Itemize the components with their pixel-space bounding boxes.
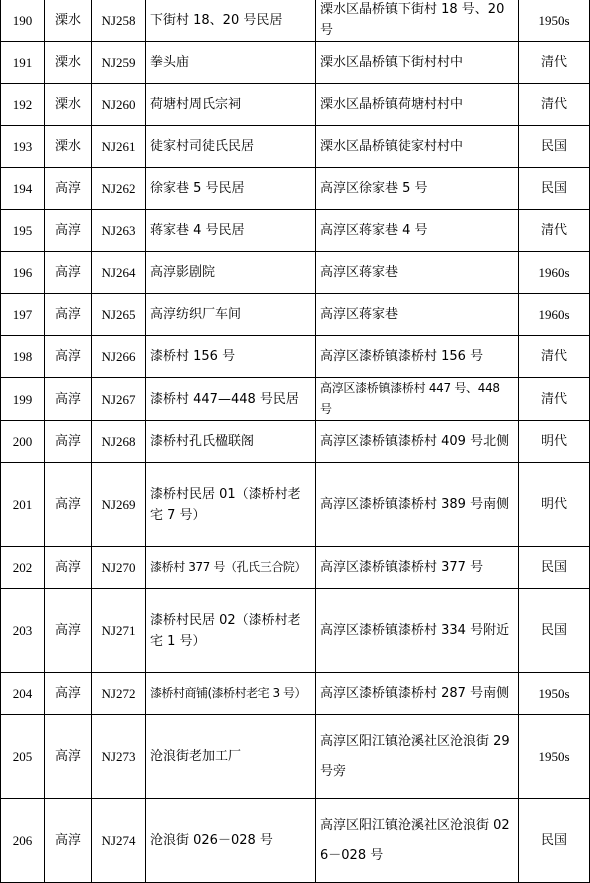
row-district: 高淳	[45, 589, 92, 673]
row-district: 高淳	[45, 336, 92, 378]
row-address: 溧水区晶桥镇徒家村村中	[316, 126, 519, 168]
row-era: 1950s	[519, 0, 590, 42]
row-district: 高淳	[45, 799, 92, 883]
row-code: NJ274	[92, 799, 146, 883]
row-name: 漆桥村 156 号	[146, 336, 316, 378]
row-name: 徒家村司徒氏民居	[146, 126, 316, 168]
row-address: 高淳区漆桥镇漆桥村 389 号南侧	[316, 463, 519, 547]
row-era: 清代	[519, 42, 590, 84]
row-name: 沧浪街 026－028 号	[146, 799, 316, 883]
row-name: 漆桥村民居 01（漆桥村老宅 7 号）	[146, 463, 316, 547]
row-index: 194	[1, 168, 45, 210]
row-name: 徐家巷 5 号民居	[146, 168, 316, 210]
row-era: 民国	[519, 126, 590, 168]
row-index: 198	[1, 336, 45, 378]
row-era: 清代	[519, 336, 590, 378]
row-index: 200	[1, 421, 45, 463]
row-name: 荷塘村周氏宗祠	[146, 84, 316, 126]
row-address: 高淳区漆桥镇漆桥村 409 号北侧	[316, 421, 519, 463]
row-era: 民国	[519, 799, 590, 883]
row-address: 高淳区漆桥镇漆桥村 377 号	[316, 547, 519, 589]
row-index: 205	[1, 715, 45, 799]
row-address: 溧水区晶桥镇下街村 18 号、20 号	[316, 0, 519, 42]
row-address: 高淳区蒋家巷	[316, 294, 519, 336]
row-code: NJ260	[92, 84, 146, 126]
table-row	[1, 126, 590, 168]
row-name: 漆桥村民居 02（漆桥村老宅 1 号）	[146, 589, 316, 673]
table-row	[1, 42, 590, 84]
row-address: 高淳区漆桥镇漆桥村 156 号	[316, 336, 519, 378]
row-index: 197	[1, 294, 45, 336]
table-row	[1, 168, 590, 210]
row-code: NJ267	[92, 378, 146, 421]
row-index: 190	[1, 0, 45, 42]
table-row	[1, 463, 590, 547]
row-code: NJ266	[92, 336, 146, 378]
row-address: 高淳区徐家巷 5 号	[316, 168, 519, 210]
row-code: NJ272	[92, 673, 146, 715]
row-name: 漆桥村孔氏楹联阁	[146, 421, 316, 463]
row-code: NJ273	[92, 715, 146, 799]
row-district: 高淳	[45, 210, 92, 252]
row-district: 溧水	[45, 84, 92, 126]
table-row	[1, 252, 590, 294]
row-index: 196	[1, 252, 45, 294]
row-address: 溧水区晶桥镇荷塘村村中	[316, 84, 519, 126]
row-index: 201	[1, 463, 45, 547]
row-code: NJ271	[92, 589, 146, 673]
row-era: 明代	[519, 463, 590, 547]
row-name: 漆桥村 377 号（孔氏三合院）	[146, 547, 316, 589]
row-era: 民国	[519, 547, 590, 589]
row-name: 漆桥村商铺(漆桥村老宅 3 号）	[146, 673, 316, 715]
row-code: NJ258	[92, 0, 146, 42]
row-era: 民国	[519, 168, 590, 210]
row-district: 溧水	[45, 126, 92, 168]
row-era: 民国	[519, 589, 590, 673]
row-address: 高淳区阳江镇沧溪社区沧浪街 026－028 号	[316, 799, 519, 883]
row-index: 195	[1, 210, 45, 252]
row-code: NJ265	[92, 294, 146, 336]
row-era: 清代	[519, 84, 590, 126]
row-district: 高淳	[45, 294, 92, 336]
table-body	[1, 0, 590, 883]
row-district: 高淳	[45, 252, 92, 294]
table-row	[1, 673, 590, 715]
table-row	[1, 294, 590, 336]
row-index: 202	[1, 547, 45, 589]
table-row	[1, 421, 590, 463]
row-address: 溧水区晶桥镇下街村村中	[316, 42, 519, 84]
row-district: 高淳	[45, 378, 92, 421]
row-code: NJ262	[92, 168, 146, 210]
row-name: 高淳影剧院	[146, 252, 316, 294]
table-row	[1, 84, 590, 126]
table-row	[1, 0, 590, 42]
table-row	[1, 336, 590, 378]
row-era: 明代	[519, 421, 590, 463]
row-address: 高淳区蒋家巷	[316, 252, 519, 294]
row-address: 高淳区阳江镇沧溪社区沧浪街 29 号旁	[316, 715, 519, 799]
row-index: 199	[1, 378, 45, 421]
row-name: 沧浪街老加工厂	[146, 715, 316, 799]
row-name: 高淳纺织厂车间	[146, 294, 316, 336]
row-code: NJ268	[92, 421, 146, 463]
row-code: NJ270	[92, 547, 146, 589]
row-district: 高淳	[45, 673, 92, 715]
row-name: 下街村 18、20 号民居	[146, 0, 316, 42]
row-era: 1960s	[519, 252, 590, 294]
row-era: 清代	[519, 378, 590, 421]
row-district: 溧水	[45, 42, 92, 84]
row-district: 高淳	[45, 168, 92, 210]
row-address: 高淳区漆桥镇漆桥村 287 号南侧	[316, 673, 519, 715]
row-index: 204	[1, 673, 45, 715]
row-address: 高淳区漆桥镇漆桥村 447 号、448 号	[316, 378, 519, 421]
table-row	[1, 799, 590, 883]
row-district: 高淳	[45, 463, 92, 547]
row-era: 清代	[519, 210, 590, 252]
row-district: 高淳	[45, 715, 92, 799]
row-name: 蒋家巷 4 号民居	[146, 210, 316, 252]
table-row	[1, 547, 590, 589]
row-code: NJ259	[92, 42, 146, 84]
table-row	[1, 715, 590, 799]
row-district: 高淳	[45, 421, 92, 463]
row-code: NJ264	[92, 252, 146, 294]
row-name: 拳头庙	[146, 42, 316, 84]
row-era: 1950s	[519, 715, 590, 799]
row-code: NJ269	[92, 463, 146, 547]
row-index: 191	[1, 42, 45, 84]
row-district: 溧水	[45, 0, 92, 42]
row-era: 1960s	[519, 294, 590, 336]
row-district: 高淳	[45, 547, 92, 589]
row-code: NJ261	[92, 126, 146, 168]
row-index: 193	[1, 126, 45, 168]
row-index: 206	[1, 799, 45, 883]
table-row	[1, 589, 590, 673]
row-era: 1950s	[519, 673, 590, 715]
row-code: NJ263	[92, 210, 146, 252]
row-address: 高淳区蒋家巷 4 号	[316, 210, 519, 252]
row-address: 高淳区漆桥镇漆桥村 334 号附近	[316, 589, 519, 673]
row-index: 192	[1, 84, 45, 126]
table-row	[1, 378, 590, 421]
table-row	[1, 210, 590, 252]
row-name: 漆桥村 447—448 号民居	[146, 378, 316, 421]
row-index: 203	[1, 589, 45, 673]
